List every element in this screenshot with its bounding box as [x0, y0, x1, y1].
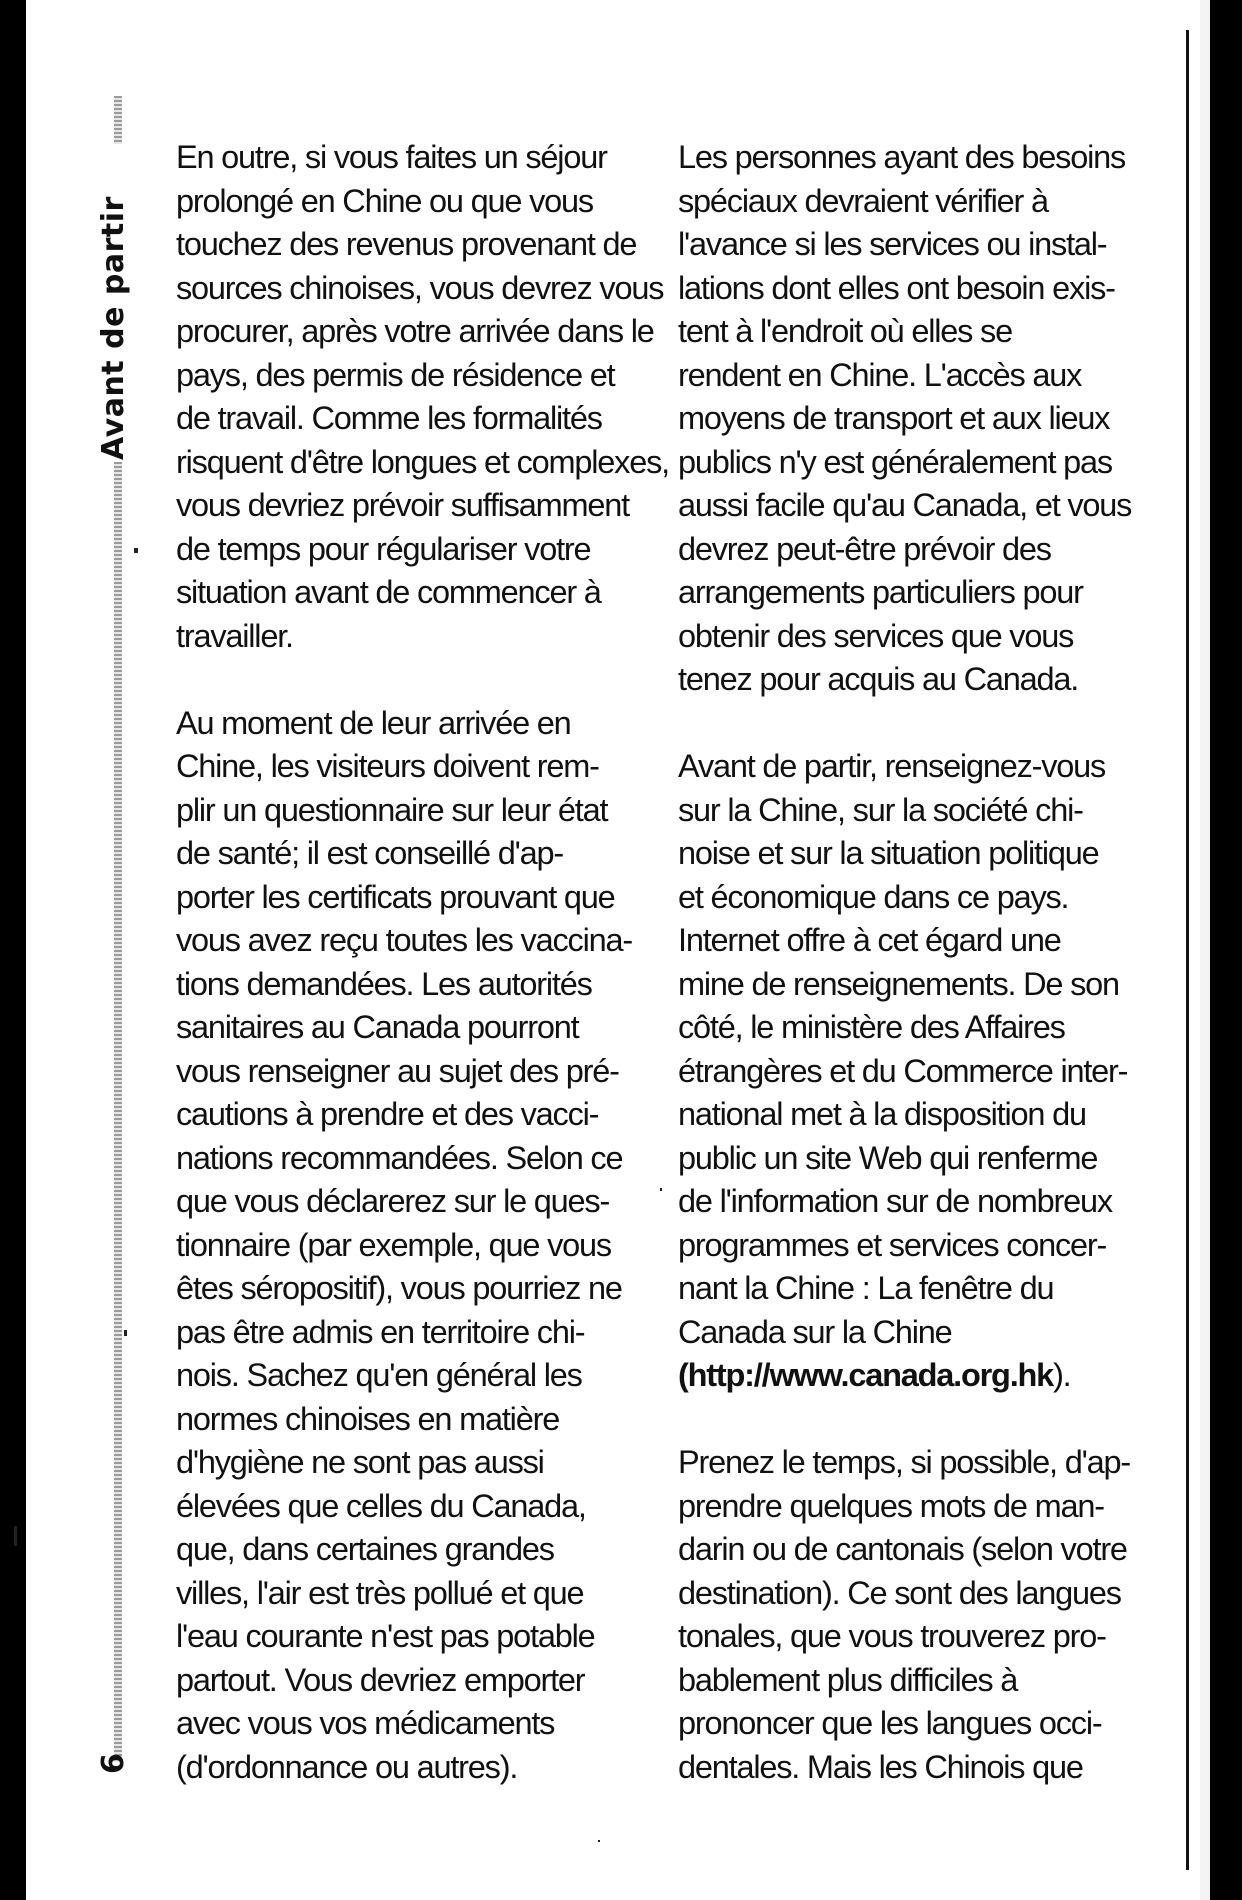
scan-speck: [134, 548, 138, 553]
text-line: Les personnes ayant des besoins: [678, 139, 1126, 175]
url-close-paren: ).: [1053, 1357, 1071, 1393]
text-line: vous avez reçu toutes les vaccina-: [176, 922, 632, 958]
text-line: procurer, après votre arrivée dans le: [176, 313, 654, 349]
text-line: tions demandées. Les autorités: [176, 965, 592, 1002]
text-line: darin ou de cantonais (selon votre: [678, 1531, 1127, 1567]
url-open-paren: (: [678, 1357, 688, 1393]
text-line: lations dont elles ont besoin exis-: [678, 269, 1115, 306]
text-line: côté, le ministère des Affaires: [678, 1009, 1065, 1045]
text-line: publics n'y est généralement pas: [678, 443, 1112, 480]
text-line: vous renseigner au sujet des pré-: [176, 1052, 619, 1089]
text-line: prolongé en Chine ou que vous: [176, 182, 593, 219]
text-line: situation avant de commencer à: [176, 574, 601, 610]
text-line: l'eau courante n'est pas potable: [176, 1618, 595, 1654]
text-line: devrez peut-être prévoir des: [678, 530, 1051, 567]
text-line: public un site Web qui renferme: [678, 1139, 1098, 1176]
text-line: élevées que celles du Canada,: [176, 1487, 586, 1524]
sidebar-rule-top: [114, 96, 122, 144]
text-line: En outre, si vous faites un séjour: [176, 139, 607, 175]
text-line: rendent en Chine. L'accès aux: [678, 356, 1082, 393]
text-line: obtenir des services que vous: [678, 617, 1074, 654]
text-line: tionnaire (par exemple, que vous: [176, 1226, 611, 1263]
text-line: de l'information sur de nombreux: [678, 1183, 1112, 1219]
text-line: tonales, que vous trouverez pro-: [678, 1618, 1106, 1654]
text-line: destination). Ce sont des langues: [678, 1574, 1121, 1611]
text-line: Internet offre à cet égard une: [678, 922, 1061, 958]
text-line: travailler.: [176, 617, 293, 654]
text-line: Canada sur la Chine: [678, 1313, 952, 1350]
adjacent-page-edge: [1200, 0, 1210, 1900]
text-line: national met à la disposition du: [678, 1096, 1086, 1132]
text-line: villes, l'air est très pollué et que: [176, 1574, 584, 1611]
text-line: noise et sur la situation politique: [678, 835, 1099, 871]
text-line: êtes séropositif), vous pourriez ne: [176, 1270, 622, 1306]
text-line: mine de renseignements. De son: [678, 965, 1119, 1002]
text-line: nois. Sachez qu'en général les: [176, 1357, 582, 1393]
text-line: nant la Chine : La fenêtre du: [678, 1270, 1054, 1306]
text-line: cautions à prendre et des vacci-: [176, 1096, 599, 1132]
text-line: (d'ordonnance ou autres).: [176, 1748, 518, 1785]
text-line: pas être admis en territoire chi-: [176, 1313, 585, 1350]
section-title: Avant de partir: [96, 196, 131, 460]
text-line: aussi facile qu'au Canada, et vous: [678, 487, 1132, 523]
text-line: de travail. Comme les formalités: [176, 400, 602, 436]
text-line: prononcer que les langues occi-: [678, 1705, 1102, 1741]
text-line: risquent d'être longues et complexes,: [176, 443, 669, 480]
paragraph: [176, 702, 636, 1790]
paragraph: [176, 136, 669, 658]
text-line: étrangères et du Commerce inter-: [678, 1052, 1128, 1089]
text-line: Prenez le temps, si possible, d'ap-: [678, 1444, 1130, 1480]
text-line: plir un questionnaire sur leur état: [176, 791, 608, 828]
paragraph: [678, 1441, 1148, 1789]
scan-speck: [598, 1840, 600, 1842]
scan-speck: [124, 1330, 127, 1336]
text-line: de temps pour régulariser votre: [176, 530, 591, 567]
text-line: dentales. Mais les Chinois que: [678, 1748, 1083, 1785]
page-number: 6: [96, 1753, 131, 1774]
text-line: moyens de transport et aux lieux: [678, 400, 1110, 436]
scan-speck: [660, 1188, 662, 1191]
left-column: [176, 136, 669, 1833]
text-line: bablement plus difficiles à: [678, 1661, 1018, 1698]
text-line: touchez des revenus provenant de: [176, 226, 637, 262]
website-link[interactable]: http://www.canada.org.hk: [687, 1357, 1054, 1393]
text-line: sanitaires au Canada pourront: [176, 1009, 579, 1045]
page-edge-line: [1186, 30, 1189, 1870]
text-line: spéciaux devraient vérifier à: [678, 182, 1048, 219]
text-line: que vous déclarerez sur le ques-: [176, 1183, 610, 1219]
text-line: tenez pour acquis au Canada.: [678, 661, 1079, 697]
sidebar-rule-bottom: [114, 462, 122, 1762]
paragraph: [678, 745, 1148, 1398]
text-line: nations recommandées. Selon ce: [176, 1139, 623, 1176]
text-line: porter les certificats prouvant que: [176, 878, 615, 915]
text-line: Avant de partir, renseignez-vous: [678, 748, 1106, 784]
paragraph: [678, 136, 1148, 702]
text-line: vous devriez prévoir suffisamment: [176, 487, 629, 523]
text-line: Au moment de leur arrivée en: [176, 704, 571, 741]
scan-speck: [14, 1526, 17, 1546]
text-line: prendre quelques mots de man-: [678, 1487, 1104, 1524]
text-line: de santé; il est conseillé d'ap-: [176, 835, 563, 871]
text-line: et économique dans ce pays.: [678, 878, 1069, 915]
text-line: l'avance si les services ou instal-: [678, 226, 1107, 262]
url-line: [678, 1354, 1148, 1398]
text-line: normes chinoises en matière: [176, 1400, 560, 1437]
text-line: sources chinoises, vous devrez vous: [176, 269, 664, 306]
text-line: avec vous vos médicaments: [176, 1705, 555, 1741]
right-column: [678, 136, 1148, 1833]
text-line: partout. Vous devriez emporter: [176, 1661, 585, 1698]
text-line: d'hygiène ne sont pas aussi: [176, 1444, 544, 1480]
text-line: que, dans certaines grandes: [176, 1531, 554, 1567]
text-line: sur la Chine, sur la société chi-: [678, 791, 1083, 828]
text-line: arrangements particuliers pour: [678, 574, 1083, 610]
text-line: Chine, les visiteurs doivent rem-: [176, 748, 599, 784]
text-line: tent à l'endroit où elles se: [678, 313, 1012, 349]
text-line: pays, des permis de résidence et: [176, 356, 615, 393]
text-line: programmes et services concer-: [678, 1226, 1107, 1263]
